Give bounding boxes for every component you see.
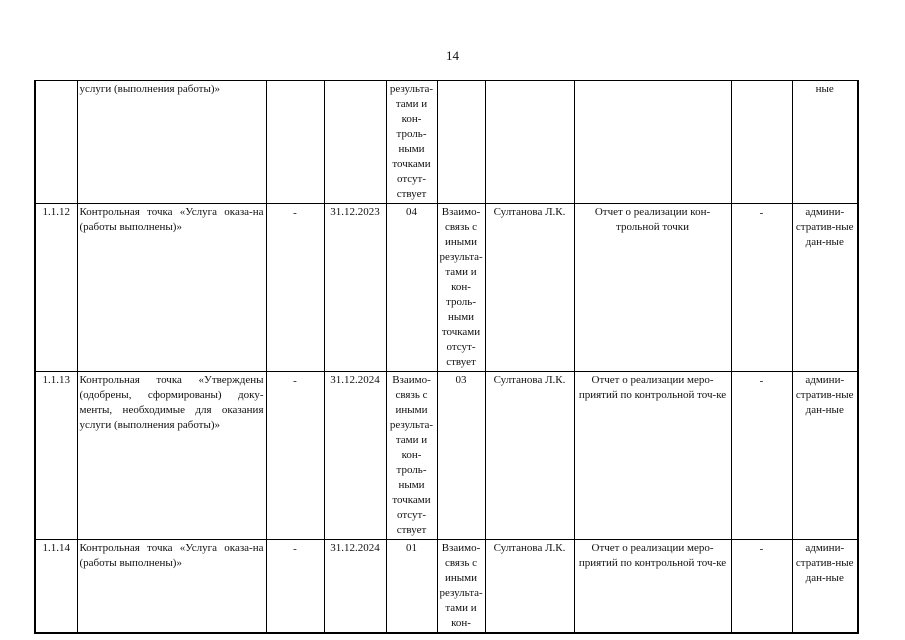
row-start: - [266,372,324,540]
row-end: 31.12.2024 [324,540,386,634]
row-name: Контрольная точка «Утверждены (одобрены, сформированы) доку-менты, необходимые для оказания услуги (выполнения работы)» [77,372,266,540]
row-approver [731,81,792,204]
row-end: 31.12.2023 [324,204,386,372]
row-number: 1.1.14 [35,540,77,634]
table-row [35,372,858,540]
row-link: Взаимо-связь с иными результа-тами и кон-троль-ными точками отсут-ствует [437,204,485,372]
row-source: ные [792,81,858,204]
row-doc: Отчет о реализации кон-трольной точки [574,204,731,372]
table-row [35,204,858,372]
row-link [437,81,485,204]
table-row [35,81,858,204]
row-name: Контрольная точка «Услуга оказа-на (работы выполнены)» [77,204,266,372]
row-approver: - [731,540,792,634]
row-link: 03 [437,372,485,540]
row-start: - [266,204,324,372]
row-number [35,81,77,204]
row-number: 1.1.13 [35,372,77,540]
control-points-table [34,80,859,634]
row-start: - [266,540,324,634]
row-doc: Отчет о реализации меро-приятий по контрольной точ-ке [574,540,731,634]
row-doc: Отчет о реализации меро-приятий по контрольной точ-ке [574,372,731,540]
row-end [324,81,386,204]
row-approver: - [731,204,792,372]
row-number: 1.1.12 [35,204,77,372]
row-person: Султанова Л.К. [485,204,574,372]
row-start [266,81,324,204]
row-source: админи-стратив-ные дан-ные [792,204,858,372]
row-type: результа-тами и кон-троль-ными точками отсут-ствует [386,81,437,204]
row-person: Султанова Л.К. [485,372,574,540]
row-approver: - [731,372,792,540]
row-type: 01 [386,540,437,634]
table-row [35,540,858,634]
row-name: Контрольная точка «Услуга оказа-на (работы выполнены)» [77,540,266,634]
row-source: админи-стратив-ные дан-ные [792,540,858,634]
row-person [485,81,574,204]
row-person: Султанова Л.К. [485,540,574,634]
row-type: 04 [386,204,437,372]
page-number: 14 [446,48,459,63]
row-name: услуги (выполнения работы)» [77,81,266,204]
row-doc [574,81,731,204]
row-source: админи-стратив-ные дан-ные [792,372,858,540]
row-type: Взаимо-связь с иными результа-тами и кон-троль-ными точками отсут-ствует [386,372,437,540]
row-link: Взаимо-связь с иными результа-тами и кон- [437,540,485,634]
row-end: 31.12.2024 [324,372,386,540]
